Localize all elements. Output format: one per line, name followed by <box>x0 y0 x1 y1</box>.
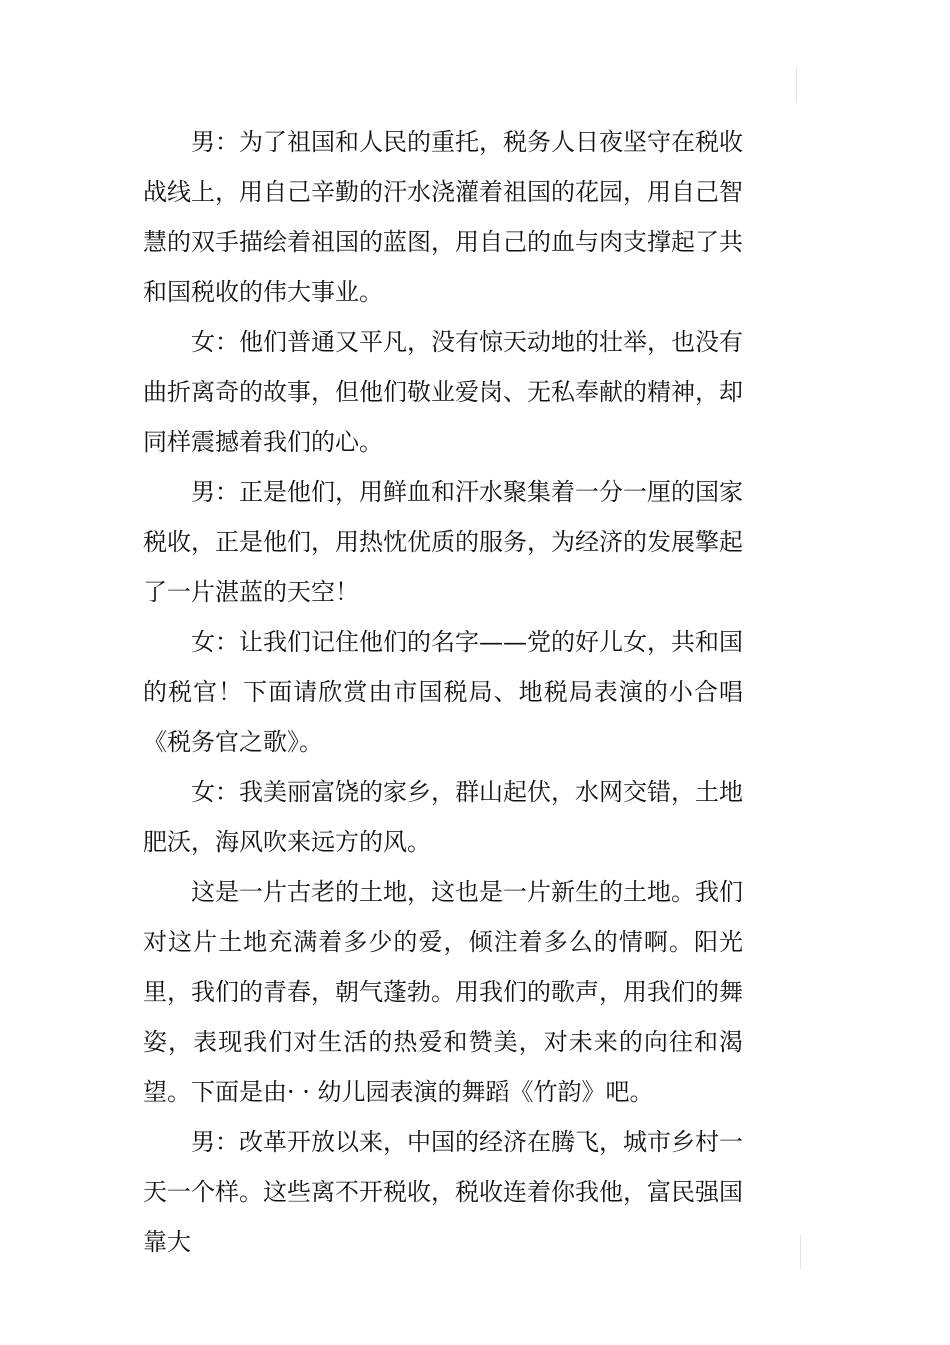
paragraph-female-1: 女：他们普通又平凡，没有惊天动地的壮举，也没有曲折离奇的故事，但他们敬业爱岗、无私奉献的精神，却同样震撼着我们的心。 <box>143 328 743 456</box>
paragraph-male-2: 男：正是他们，用鲜血和汗水聚集着一分一厘的国家税收，正是他们，用热忱优质的服务，为经济的发展擎起了一片湛蓝的天空！ <box>143 478 743 606</box>
paragraph-female-2: 女：让我们记住他们的名字——党的好儿女，共和国的税官！下面请欣赏由市国税局、地税局表演的小合唱《税务官之歌》。 <box>143 628 743 756</box>
paragraph-female-3: 女：我美丽富饶的家乡，群山起伏，水网交错，土地肥沃，海风吹来远方的风。 <box>143 778 743 856</box>
paragraph-male-1: 男：为了祖国和人民的重托，税务人日夜坚守在税收战线上，用自己辛勤的汗水浇灌着祖国的花园，用自己智慧的双手描绘着祖国的蓝图，用自己的血与肉支撑起了共和国税收的伟大事业。 <box>143 128 743 306</box>
paragraph-narration: 这是一片古老的土地，这也是一片新生的土地。我们对这片土地充满着多少的爱，倾注着多么的情啊。阳光里，我们的青春，朝气蓬勃。用我们的歌声，用我们的舞姿，表现我们对生活的热爱和赞美，对未来的向往和渴望。下面是由· · 幼儿园表演的舞蹈《竹韵》吧。 <box>143 878 743 1106</box>
document-body <box>143 117 743 1267</box>
page-corner-mark-bottom <box>800 1235 801 1269</box>
paragraph-male-3: 男：改革开放以来，中国的经济在腾飞，城市乡村一天一个样。这些离不开税收，税收连着你我他，富民强国靠大 <box>143 1128 743 1256</box>
page-corner-mark-top <box>796 68 797 102</box>
